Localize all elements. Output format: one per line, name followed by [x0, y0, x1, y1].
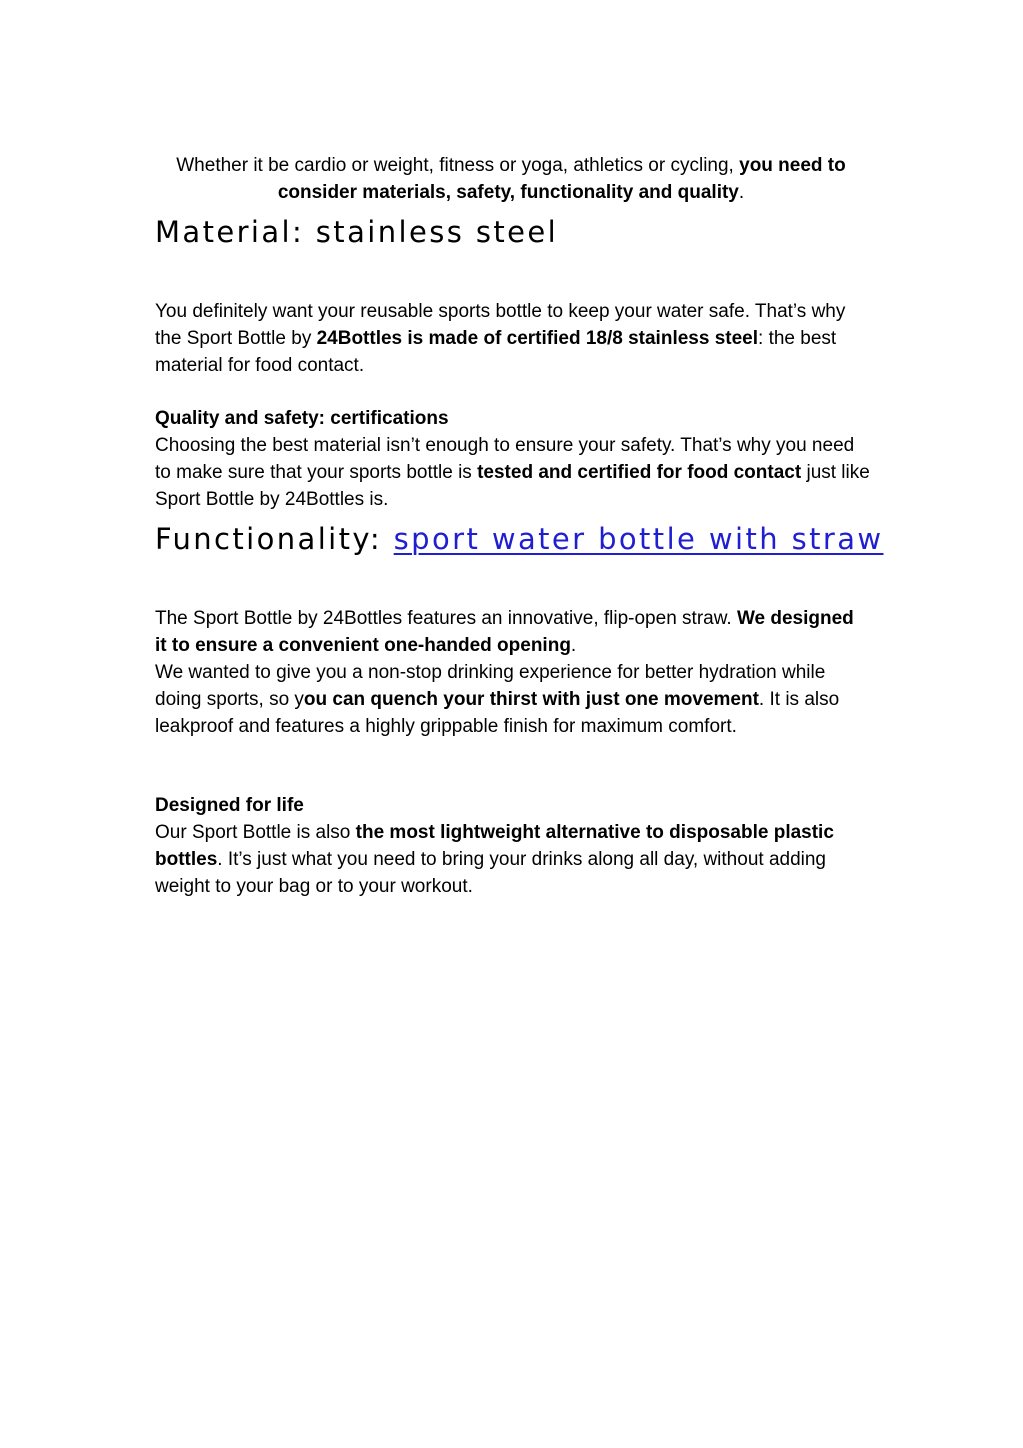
functionality-emphasis-1: We designed it to ensure a convenient one-handed opening: [155, 608, 854, 656]
functionality-text-1: The Sport Bottle by 24Bottles features an innovative, flip-open straw.: [155, 608, 737, 629]
functionality-text-2-end: . It is also leakproof and features a highly grippable finish for maximum comfort.: [155, 689, 840, 737]
life-paragraph: [155, 792, 870, 900]
intro-text-end: .: [738, 182, 745, 203]
material-text: You definitely want your reusable sports bottle to keep your water safe. That’s why the Sport Bottle by: [155, 301, 846, 349]
intro-text: Whether it be cardio or weight, fitness or yoga, athletics or cycling,: [176, 155, 740, 176]
quality-emphasis: tested and certified for food contact: [477, 462, 802, 483]
material-heading: Material: stainless steel: [155, 215, 559, 249]
sport-bottle-straw-link[interactable]: sport water bottle with straw: [393, 522, 884, 556]
quality-paragraph: [155, 405, 870, 513]
intro-emphasis: you need to consider materials, safety, functionality and quality: [277, 155, 846, 203]
life-text-end: . It’s just what you need to bring your drinks along all day, without adding weight to your bag or to your workout.: [155, 849, 826, 897]
quality-heading: Quality and safety: certifications: [155, 408, 449, 429]
functionality-heading-prefix: Functionality:: [155, 522, 394, 556]
material-paragraph: [155, 298, 870, 379]
material-text-end: : the best material for food contact.: [155, 328, 837, 376]
functionality-heading: [155, 521, 884, 557]
life-heading: Designed for life: [155, 795, 304, 816]
functionality-paragraph: [155, 605, 870, 740]
functionality-emphasis-2: ou can quench your thirst with just one movement: [303, 689, 759, 710]
life-text: Our Sport Bottle is also: [155, 822, 356, 843]
quality-text-end: just like Sport Bottle by 24Bottles is.: [155, 462, 870, 510]
functionality-text-1-end: .: [570, 635, 577, 656]
material-emphasis: 24Bottles is made of certified 18/8 stainless steel: [316, 328, 759, 349]
functionality-text-2: We wanted to give you a non-stop drinking experience for better hydration while doing sports, so y: [155, 662, 826, 710]
life-emphasis: the most lightweight alternative to disposable plastic bottles: [155, 822, 834, 870]
intro-paragraph: [155, 152, 867, 206]
quality-text: Choosing the best material isn’t enough to ensure your safety. That’s why you need to make sure that your sports bottle is: [155, 435, 855, 483]
